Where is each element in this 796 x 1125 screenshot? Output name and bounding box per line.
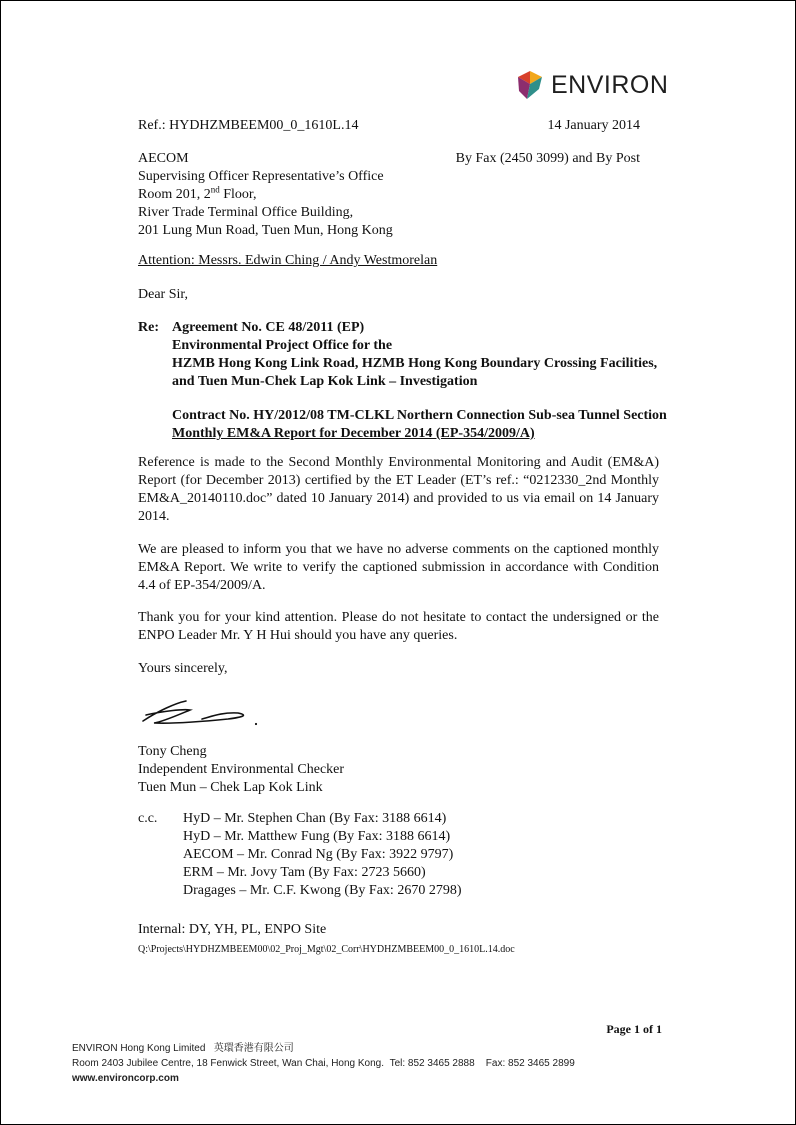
- report-title: Monthly EM&A Report for December 2014 (EP-354/2009/A): [172, 426, 535, 441]
- subject-line-4: and Tuen Mun-Chek Lap Kok Link – Investigation: [172, 374, 478, 389]
- page-number: Page 1 of 1: [606, 1022, 662, 1036]
- footer-company-name: ENVIRON Hong Kong Limited: [72, 1043, 206, 1054]
- footer-company: [72, 1042, 294, 1055]
- recipient-address: [138, 150, 393, 240]
- cc-label: c.c.: [138, 811, 158, 826]
- body-paragraph-1: Reference is made to the Second Monthly Environmental Monitoring and Audit (EM&A) Report (for December 2013) certified by the ET Leader (ET’s ref.: “0212330_2nd Monthly EM&A_20140110.doc” dated 10 January 2014) and provided to us via email on 14 January 2014.: [138, 455, 659, 524]
- signatory-title: Independent Environmental Checker: [138, 762, 345, 777]
- cc-list: [183, 810, 461, 900]
- cc-item: Dragages – Mr. C.F. Kwong (By Fax: 2670 2798): [183, 883, 462, 898]
- recipient-line4: 201 Lung Mun Road, Tuen Mun, Hong Kong: [138, 223, 393, 238]
- internal-distribution: Internal: DY, YH, PL, ENPO Site: [138, 922, 327, 937]
- logo-text: ENVIRON: [551, 70, 669, 99]
- signatory-block: [138, 743, 344, 797]
- subject-line-3: HZMB Hong Kong Link Road, HZMB Hong Kong Boundary Crossing Facilities,: [172, 356, 658, 371]
- file-path: Q:\Projects\HYDHZMBEEM00\02_Proj_Mgt\02_Corr\HYDHZMBEEM00_0_1610L.14.doc: [138, 944, 515, 955]
- environ-logo-icon: [515, 69, 545, 101]
- cc-item: AECOM – Mr. Conrad Ng (By Fax: 3922 9797): [183, 847, 454, 862]
- handwritten-signature: [138, 695, 263, 731]
- subject-line-2: Environmental Project Office for the: [172, 338, 393, 353]
- footer-address-line: [72, 1057, 575, 1070]
- closing: Yours sincerely,: [138, 661, 228, 676]
- body-paragraph-3: Thank you for your kind attention. Please do not hesitate to contact the undersigned or the ENPO Leader Mr. Y H Hui should you have any queries.: [138, 610, 659, 643]
- salutation: Dear Sir,: [138, 287, 188, 302]
- signatory-project: Tuen Mun – Chek Lap Kok Link: [138, 780, 323, 795]
- attention-line: Attention: Messrs. Edwin Ching / Andy Westmorelan: [138, 253, 438, 268]
- letter-date: 14 January 2014: [547, 118, 640, 133]
- subject-block: [172, 319, 667, 443]
- footer-tel: Tel: 852 3465 2888: [389, 1058, 475, 1069]
- recipient-line1: Supervising Officer Representative’s Office: [138, 169, 384, 184]
- cc-item: HyD – Mr. Stephen Chan (By Fax: 3188 6614): [183, 811, 447, 826]
- subject-line-1: Agreement No. CE 48/2011 (EP): [172, 320, 365, 335]
- recipient-company: AECOM: [138, 151, 189, 166]
- re-label: Re:: [138, 320, 159, 335]
- body-paragraph-2: We are pleased to inform you that we have no adverse comments on the captioned monthly EM&A Report. We write to verify the captioned submission in accordance with Condition 4.4 of EP-354/2009/A.: [138, 542, 659, 593]
- cc-item: HyD – Mr. Matthew Fung (By Fax: 3188 6614): [183, 829, 451, 844]
- recipient-line2: Room 201, 2nd Floor,: [138, 184, 257, 202]
- contract-line: Contract No. HY/2012/08 TM-CLKL Northern Connection Sub-sea Tunnel Section: [172, 408, 667, 423]
- footer-website[interactable]: www.environcorp.com: [72, 1073, 179, 1084]
- environ-logo: [515, 67, 668, 103]
- recipient-line3: River Trade Terminal Office Building,: [138, 205, 354, 220]
- cc-item: ERM – Mr. Jovy Tam (By Fax: 2723 5660): [183, 865, 426, 880]
- reference-number: Ref.: HYDHZMBEEM00_0_1610L.14: [138, 118, 359, 133]
- signatory-name: Tony Cheng: [138, 744, 207, 759]
- footer-address: Room 2403 Jubilee Centre, 18 Fenwick Street, Wan Chai, Hong Kong.: [72, 1058, 385, 1069]
- footer-fax: Fax: 852 3465 2899: [485, 1058, 575, 1069]
- footer-company-cn: 英環香港有限公司: [213, 1043, 294, 1054]
- delivery-method: By Fax (2450 3099) and By Post: [455, 151, 640, 166]
